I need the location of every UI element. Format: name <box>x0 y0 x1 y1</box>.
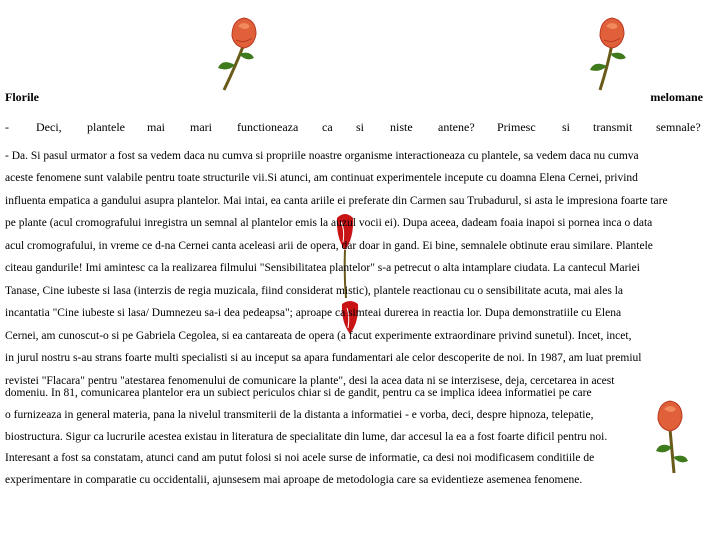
paragraph-line: o furnizeaza in general materia, pana la nivelul transmiterii de la distanta a informatiei - e vorba, deci, despre hipnoza, telepatie, <box>5 409 594 421</box>
paragraph-line: citeau gandurile! Imi amintesc ca la realizarea filmului "Sensibilitatea plantelor" s-a petrecut o alta intamplare ciudata. La cantecul Mariei <box>5 262 640 274</box>
paragraph-line: biostructura. Sigur ca lucrurile acestea existau in literatura de specialitate din lume, dar accesul la ea a fost foarte dificil pentru noi. <box>5 431 608 443</box>
intro-word: mari <box>190 120 212 134</box>
intro-word: antene? <box>438 120 475 134</box>
paragraph-line: Cernei, am cunoscut-o si pe Gabriela Cegolea, si ea cantareata de opera (a facut experimente extraordinare privind sunetul). Incet, incet, <box>5 330 632 342</box>
paragraph-line: Tanase, Cine iubeste si lasa (interzis de regia muzicala, fiind considerat mistic), plantele reactionau cu o sensibilitate acuta, mai ales la <box>5 285 624 297</box>
intro-word: si <box>356 120 365 134</box>
title-left: Florile <box>5 90 39 104</box>
paragraph-line: experimentare in comparatie cu occidentalii, ajunsesem mai aproape de metodologia care sa evidentieze asemenea fenomene. <box>5 474 583 486</box>
intro-word: si <box>562 120 571 134</box>
paragraph-line: revistei "Flacara" pentru "atestarea fenomenului de comunicare la plante", desi la acea data ni se interzisese, deja, cercetarea in acest <box>5 375 615 387</box>
rose-icon <box>640 395 700 475</box>
paragraph-line: acul cromografului, in vreme ce d-na Cernei canta aceleasi arii de opera, dar doar in gand. Ei bine, semnalele obtinute erau similare. Plantele <box>5 240 653 252</box>
paragraph-line: influenta empatica a gandului asupra plantelor. Mai intai, ea canta ariile ei preferate din Carmen sau Trubadurul, si asta le impresiona foarte tare <box>5 195 668 207</box>
paragraph-line: domeniu. In 81, comunicarea plantelor era un subiect periculos chiar si de gandit, pentru ca se implica ideea informatiei pe care <box>5 387 592 399</box>
paragraph-line: incantatia "Cine iubeste si lasa/ Dumnezeu sa-i dea pedeapsa"; aproape ca simteai durerea in reactia lor. Dupa demonstratiile cu Elena <box>5 307 622 319</box>
intro-word: semnale? <box>656 120 701 134</box>
intro-word: ca <box>322 120 333 134</box>
paragraph-line: pe plante (acul cromografului inregistra un semnal al plantelor emis la auzul vocii ei). Dupa aceea, dadeam foaia inapoi si pornea inca o data <box>5 217 653 229</box>
paragraph-line: - Da. Si pasul urmator a fost sa vedem daca nu cumva si propriile noastre organisme interactioneaza cu plantele, sa vedem daca nu cumva <box>5 150 639 162</box>
intro-word: plantele <box>87 120 125 134</box>
paragraph-line: in jurul nostru s-au strans foarte multi specialisti si au inceput sa apara fundamentari ale celor descoperite de noi. In 1987, am luat premiul <box>5 352 642 364</box>
intro-word: - <box>5 120 9 134</box>
intro-word: functioneaza <box>237 120 299 134</box>
paragraph-line: Interesant a fost sa constatam, atunci cand am putut folosi si noi acele surse de informatie, ca desi noi modificasem conditiile de <box>5 452 595 464</box>
title-right: melomane <box>650 90 703 104</box>
rose-icon <box>580 10 640 95</box>
intro-word: Deci, <box>36 120 62 134</box>
rose-icon <box>210 10 270 95</box>
paragraph-line: aceste fenomene sunt valabile pentru toate structurile vii.Si atunci, am continuat experimentele incepute cu doamna Elena Cernei, privind <box>5 172 638 184</box>
intro-word: Primesc <box>497 120 536 134</box>
intro-word: mai <box>147 120 165 134</box>
intro-word: transmit <box>593 120 633 134</box>
intro-word: niste <box>390 120 413 134</box>
